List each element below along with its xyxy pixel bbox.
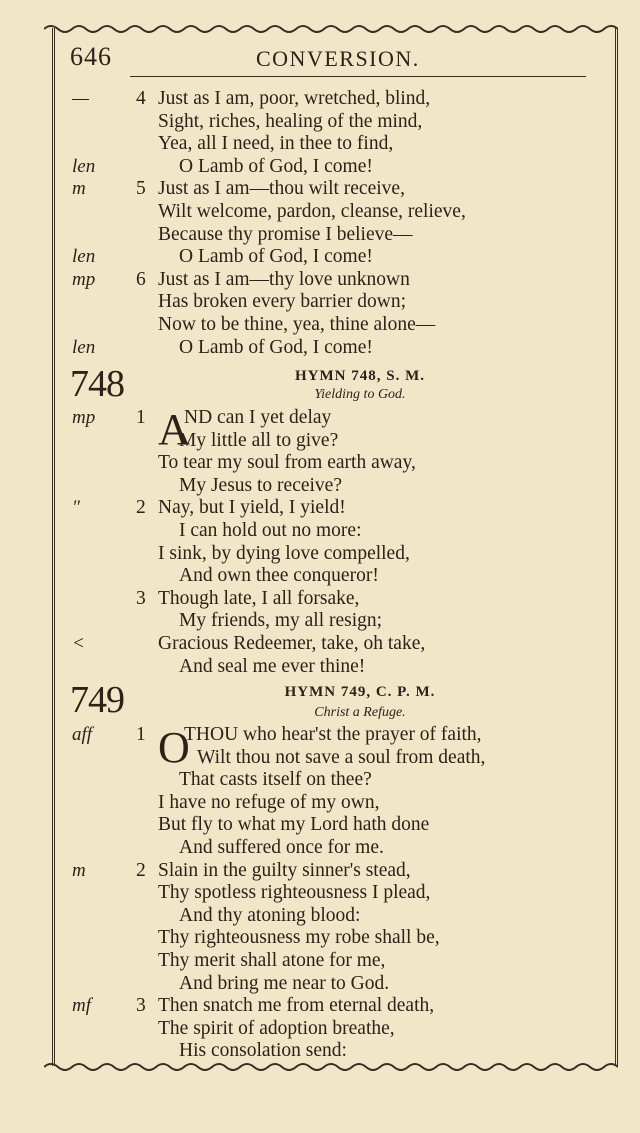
verse-line xyxy=(0,747,640,769)
page-header xyxy=(70,40,590,80)
dynamic-mark: — xyxy=(72,88,89,109)
verse-text: Thy spotless righteousness I plead, xyxy=(158,882,431,904)
verse-text: Wilt thou not save a soul from death, xyxy=(197,746,486,768)
dropcap-748: A xyxy=(158,405,190,454)
verse-text: And own thee conqueror! xyxy=(179,565,379,587)
verse-text: To tear my soul from earth away, xyxy=(158,452,416,474)
verse-text: Sight, riches, healing of the mind, xyxy=(158,110,423,132)
dynamic-mark: m xyxy=(72,859,86,881)
verse-text: Wilt welcome, pardon, cleanse, relieve, xyxy=(158,201,466,222)
verse-line xyxy=(0,407,640,429)
hymn-subtitle-749: Christ a Refuge. xyxy=(314,705,406,720)
dynamic-mark: mp xyxy=(72,407,96,428)
verse-text: His consolation send: xyxy=(179,1040,347,1062)
verse-text: ND can I yet delay xyxy=(184,407,332,428)
dynamic-mark: < xyxy=(72,633,85,654)
verse-number: 4 xyxy=(136,88,146,109)
verse-text: I can hold out no more: xyxy=(179,520,362,541)
verse-text: Thy righteousness my robe shall be, xyxy=(158,927,440,949)
hymn-number-749: 749 xyxy=(70,679,124,721)
verse-line xyxy=(0,111,640,133)
verse-text: Nay, but I yield, I yield! xyxy=(158,497,346,519)
verse-number: 5 xyxy=(136,178,146,200)
verse-number: 3 xyxy=(136,995,146,1017)
verse-number: 6 xyxy=(136,268,146,290)
verse-text: And suffered once for me. xyxy=(179,837,384,858)
verse-line xyxy=(0,246,640,268)
verse-number: 3 xyxy=(136,587,146,609)
verse-text: THOU who hear'st the prayer of faith, xyxy=(184,724,482,745)
verse-line xyxy=(0,543,640,565)
verse-line xyxy=(0,497,640,519)
verse-line xyxy=(0,224,640,246)
verse-line xyxy=(0,178,640,200)
verse-line xyxy=(0,520,640,542)
hymn-title-748: HYMN 748, S. M. xyxy=(295,368,425,384)
verse-text: My Jesus to receive? xyxy=(179,474,342,496)
dynamic-mark: mf xyxy=(72,995,91,1017)
verse-line xyxy=(0,724,640,746)
verse-line xyxy=(0,156,640,178)
verse-line xyxy=(0,882,640,904)
dynamic-mark: aff xyxy=(72,724,93,745)
verse-line xyxy=(0,633,640,655)
verse-text: Gracious Redeemer, take, oh take, xyxy=(158,633,426,654)
verse-line xyxy=(0,269,640,291)
verse-line xyxy=(0,860,640,882)
verse-text: I have no refuge of my own, xyxy=(158,791,380,813)
verse-line xyxy=(0,927,640,949)
verse-text: The spirit of adoption breathe, xyxy=(158,1017,395,1039)
verse-text: Yea, all I need, in thee to find, xyxy=(158,133,394,155)
verse-line xyxy=(0,475,640,497)
verse-line xyxy=(0,565,640,587)
verse-line xyxy=(0,452,640,474)
dynamic-mark: mp xyxy=(72,268,96,290)
verse-text: O Lamb of God, I come! xyxy=(179,336,373,358)
verse-text: Now to be thine, yea, thine alone— xyxy=(158,314,436,335)
verse-number: 1 xyxy=(136,724,146,745)
verse-text: Just as I am—thou wilt receive, xyxy=(158,178,405,200)
dropcap-749: O xyxy=(158,723,190,772)
hymn-title-749: HYMN 749, C. P. M. xyxy=(284,684,436,700)
verse-number: 1 xyxy=(136,407,146,428)
verse-text: Thy merit shall atone for me, xyxy=(158,950,386,971)
verse-line xyxy=(0,656,640,678)
verse-text: Has broken every barrier down; xyxy=(158,291,406,313)
verse-line xyxy=(0,201,640,223)
verse-text: Just as I am, poor, wretched, blind, xyxy=(158,88,431,109)
verse-text: I sink, by dying love compelled, xyxy=(158,542,410,564)
verse-line xyxy=(0,837,640,859)
dynamic-mark: len xyxy=(72,155,96,177)
verse-line xyxy=(0,430,640,452)
dynamic-mark: len xyxy=(72,246,96,268)
verse-text: My little all to give? xyxy=(179,429,339,451)
dynamic-mark: len xyxy=(72,336,96,358)
verse-text: My friends, my all resign; xyxy=(179,610,383,632)
verse-line xyxy=(0,950,640,972)
running-head: CONVERSION. xyxy=(256,46,420,71)
verse-text: O Lamb of God, I come! xyxy=(179,155,373,177)
verse-text: Then snatch me from eternal death, xyxy=(158,995,435,1017)
dynamic-mark: ″ xyxy=(72,497,80,519)
verse-line xyxy=(0,792,640,814)
verse-number: 2 xyxy=(136,497,146,519)
hymn-number-748: 748 xyxy=(70,363,124,405)
hymn-subtitle-748: Yielding to God. xyxy=(314,387,406,402)
verse-line xyxy=(0,314,640,336)
verse-line xyxy=(0,588,640,610)
verse-line xyxy=(0,1040,640,1062)
verse-text: Just as I am—thy love unknown xyxy=(158,268,410,290)
verse-text: That casts itself on thee? xyxy=(179,769,372,791)
verse-text: O Lamb of God, I come! xyxy=(179,246,373,268)
verse-text: And bring me near to God. xyxy=(179,972,390,994)
header-rule xyxy=(130,76,586,77)
verse-line xyxy=(0,291,640,313)
verse-text: And seal me ever thine! xyxy=(179,655,366,677)
verse-text: Though late, I all forsake, xyxy=(158,587,360,609)
verse-line xyxy=(0,1018,640,1040)
verse-line xyxy=(0,610,640,632)
verse-line xyxy=(0,769,640,791)
dynamic-mark: m xyxy=(72,178,86,200)
verse-number: 2 xyxy=(136,859,146,881)
verse-line xyxy=(0,973,640,995)
verse-line xyxy=(0,814,640,836)
verse-line xyxy=(0,905,640,927)
page-number: 646 xyxy=(70,42,112,71)
verse-text: But fly to what my Lord hath done xyxy=(158,814,430,836)
verse-line xyxy=(0,88,640,110)
verse-line xyxy=(0,337,640,359)
verse-text: Slain in the guilty sinner's stead, xyxy=(158,859,411,881)
verse-text: And thy atoning blood: xyxy=(179,904,361,926)
verse-line xyxy=(0,995,640,1017)
verse-text: Because thy promise I believe— xyxy=(158,223,413,245)
verse-line xyxy=(0,133,640,155)
